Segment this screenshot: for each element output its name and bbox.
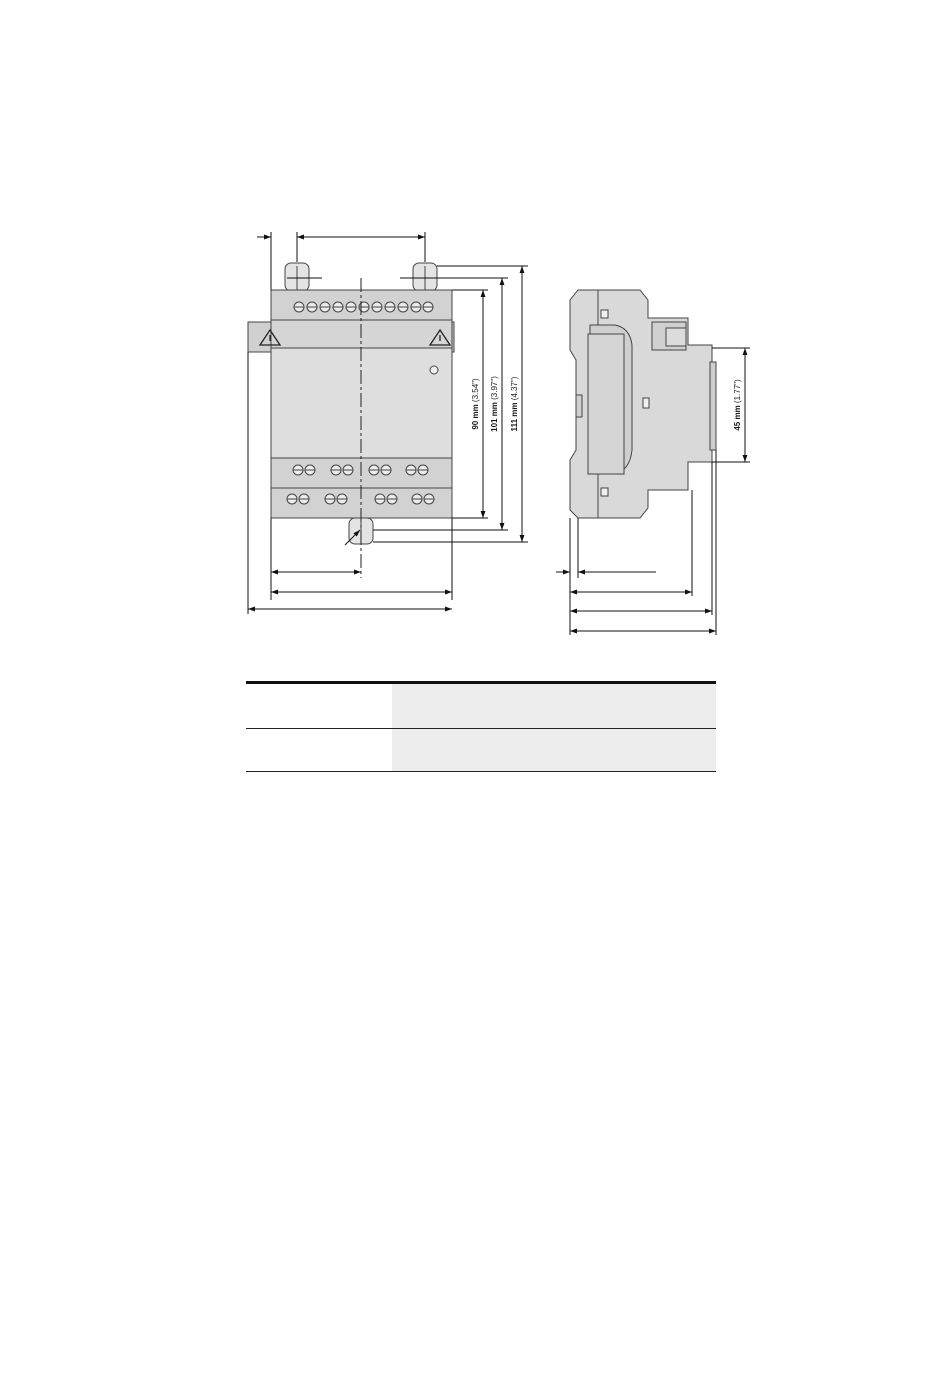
table-cell-value	[392, 684, 716, 728]
table-cell-label	[246, 729, 386, 771]
front-view	[248, 263, 454, 578]
top-mounting-clip-left	[285, 263, 309, 291]
dimension-90mm-label: 90 mm (3.54")	[471, 378, 480, 430]
table-row	[246, 684, 716, 729]
dimension-111mm-label: 111 mm (4.37")	[510, 376, 519, 432]
top-mounting-clip-right	[413, 263, 437, 291]
dimension-45mm-label: 45 mm (1.77")	[733, 379, 742, 431]
spec-table	[246, 681, 716, 773]
table-row	[246, 729, 716, 772]
status-led	[430, 366, 438, 374]
top-terminal-screws	[294, 302, 433, 312]
table-cell-value	[392, 729, 716, 771]
table-cell-label	[246, 684, 386, 728]
side-view	[570, 290, 716, 518]
dimension-101mm-label: 101 mm (3.97")	[490, 376, 499, 432]
